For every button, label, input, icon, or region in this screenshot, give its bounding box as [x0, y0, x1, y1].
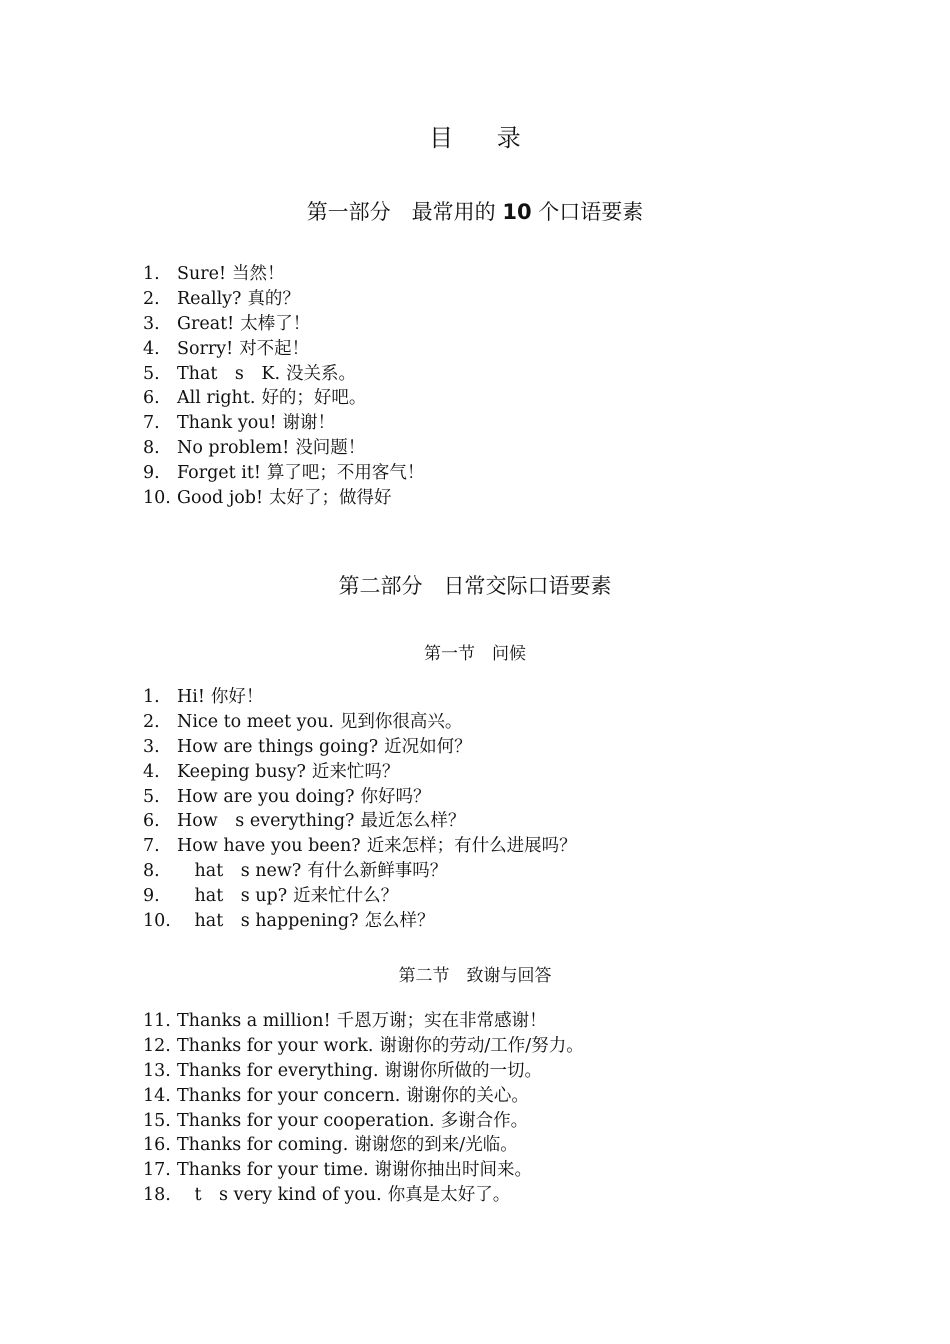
- list-item: [143, 362, 424, 387]
- item-english: Sure!: [177, 264, 227, 284]
- item-english: Thanks for your cooperation.: [177, 1110, 435, 1131]
- item-english: Thanks for your concern.: [177, 1085, 401, 1106]
- item-english: Thanks for coming.: [177, 1135, 349, 1156]
- item-chinese: 没问题！: [295, 438, 366, 459]
- item-number: 4.: [143, 761, 160, 782]
- item-number: 6.: [143, 388, 160, 409]
- part1-heading-number: 10: [502, 200, 532, 224]
- item-english: Great!: [177, 313, 235, 334]
- list-item: [143, 262, 424, 287]
- item-number: 1.: [143, 264, 160, 284]
- item-chinese: 谢谢！: [282, 413, 336, 434]
- item-number: 17.: [143, 1160, 171, 1181]
- item-english: t s very kind of you.: [177, 1185, 382, 1206]
- part1-heading-prefix: 第一部分 最常用的: [306, 200, 496, 224]
- item-chinese: 谢谢你抽出时间来。: [374, 1160, 533, 1181]
- list-item: [143, 710, 577, 735]
- item-number: 5.: [143, 786, 160, 807]
- part1-list: [143, 262, 424, 511]
- list-item: [143, 834, 577, 859]
- item-english: hat s up?: [177, 886, 288, 907]
- item-chinese: 多谢合作。: [440, 1110, 529, 1131]
- item-chinese: 近来怎样；有什么进展吗？: [366, 836, 577, 857]
- list-item: [143, 909, 577, 934]
- item-number: 14.: [143, 1085, 171, 1106]
- item-number: 18.: [143, 1185, 171, 1206]
- item-chinese: 最近怎么样？: [360, 811, 466, 832]
- list-item: [143, 1034, 584, 1059]
- item-english: Keeping busy?: [177, 761, 306, 782]
- list-item: [143, 1158, 584, 1183]
- list-item: [143, 809, 577, 834]
- item-chinese: 有什么新鲜事吗？: [307, 861, 448, 882]
- item-number: 5.: [143, 363, 160, 384]
- item-number: 15.: [143, 1110, 171, 1131]
- list-item: [143, 486, 424, 511]
- list-item: [143, 735, 577, 760]
- item-english: Nice to meet you.: [177, 711, 334, 732]
- item-number: 10.: [143, 488, 171, 509]
- item-number: 6.: [143, 811, 160, 832]
- item-english: hat s new?: [177, 861, 302, 882]
- item-chinese: 太棒了！: [240, 313, 311, 334]
- item-chinese: 好的；好吧。: [261, 388, 367, 409]
- item-chinese: 当然！: [232, 264, 285, 284]
- item-english: How are you doing?: [177, 786, 355, 807]
- item-number: 8.: [143, 438, 160, 459]
- list-item: [143, 884, 577, 909]
- page-title: 目 录: [429, 124, 539, 152]
- item-number: 12.: [143, 1035, 171, 1056]
- item-english: How are things going?: [177, 736, 379, 757]
- item-english: Thanks for your time.: [177, 1160, 369, 1181]
- part1-heading-suffix: 个口语要素: [538, 200, 644, 224]
- item-chinese: 见到你很高兴。: [339, 711, 463, 732]
- part2-heading: 第二部分 日常交际口语要素: [338, 574, 612, 598]
- item-english: How have you been?: [177, 836, 361, 857]
- item-english: Really?: [177, 288, 242, 309]
- item-chinese: 谢谢您的到来/光临。: [354, 1135, 518, 1156]
- item-chinese: 谢谢你的关心。: [406, 1085, 529, 1106]
- item-chinese: 你好！: [210, 687, 264, 707]
- item-chinese: 谢谢你的劳动/工作/努力。: [379, 1035, 584, 1056]
- item-chinese: 近来忙吗？: [311, 761, 400, 782]
- list-item: [143, 436, 424, 461]
- item-english: No problem!: [177, 438, 290, 459]
- item-english: Thanks for your work.: [177, 1035, 374, 1056]
- item-english: All right.: [177, 388, 256, 409]
- item-english: Forget it!: [177, 463, 261, 484]
- item-number: 11.: [143, 1011, 171, 1031]
- list-item: [143, 785, 577, 810]
- part1-heading: [0, 196, 950, 226]
- item-english: How s everything?: [177, 811, 355, 832]
- item-number: 7.: [143, 836, 160, 857]
- item-number: 9.: [143, 463, 160, 484]
- item-english: Hi!: [177, 687, 205, 707]
- list-item: [143, 1009, 584, 1034]
- item-english: Good job!: [177, 488, 264, 509]
- list-item: [143, 461, 424, 486]
- item-number: 3.: [143, 736, 160, 757]
- list-item: [143, 386, 424, 411]
- item-english: That s K.: [177, 363, 281, 384]
- item-chinese: 对不起！: [239, 338, 310, 359]
- item-chinese: 千恩万谢；实在非常感谢！: [336, 1011, 547, 1031]
- item-chinese: 算了吧；不用客气！: [266, 463, 425, 484]
- item-number: 7.: [143, 413, 160, 434]
- item-chinese: 没关系。: [286, 363, 357, 384]
- item-number: 13.: [143, 1060, 171, 1081]
- item-number: 2.: [143, 711, 160, 732]
- item-english: Sorry!: [177, 338, 234, 359]
- item-chinese: 怎么样？: [364, 911, 435, 932]
- item-number: 1.: [143, 687, 160, 707]
- list-item: [143, 411, 424, 436]
- item-chinese: 你真是太好了。: [387, 1185, 511, 1206]
- item-chinese: 近来忙什么？: [293, 886, 399, 907]
- list-item: [143, 1059, 584, 1084]
- list-item: [143, 312, 424, 337]
- list-item: [143, 1109, 584, 1134]
- item-number: 9.: [143, 886, 160, 907]
- item-chinese: 谢谢你所做的一切。: [384, 1060, 543, 1081]
- list-item: [143, 337, 424, 362]
- list-item: [143, 685, 577, 710]
- list-item: [143, 760, 577, 785]
- section1-list: [143, 685, 577, 934]
- section2-heading: 第二节 致谢与回答: [398, 966, 552, 986]
- list-item: [143, 287, 424, 312]
- item-number: 8.: [143, 861, 160, 882]
- list-item: [143, 1084, 584, 1109]
- item-english: Thanks for everything.: [177, 1060, 379, 1081]
- list-item: [143, 1183, 584, 1208]
- item-chinese: 近况如何？: [384, 736, 472, 757]
- list-item: [143, 859, 577, 884]
- item-number: 2.: [143, 288, 160, 309]
- item-number: 4.: [143, 338, 160, 359]
- item-chinese: 太好了；做得好: [269, 488, 392, 509]
- item-chinese: 真的？: [247, 288, 300, 309]
- section2-list: [143, 1009, 584, 1208]
- item-english: Thank you!: [177, 413, 277, 434]
- item-english: Thanks a million!: [177, 1011, 331, 1031]
- list-item: [143, 1133, 584, 1158]
- item-number: 3.: [143, 313, 160, 334]
- item-number: 16.: [143, 1135, 171, 1156]
- item-chinese: 你好吗？: [360, 786, 431, 807]
- item-english: hat s happening?: [177, 911, 359, 932]
- item-number: 10.: [143, 911, 171, 932]
- section1-heading: 第一节 问候: [424, 644, 526, 664]
